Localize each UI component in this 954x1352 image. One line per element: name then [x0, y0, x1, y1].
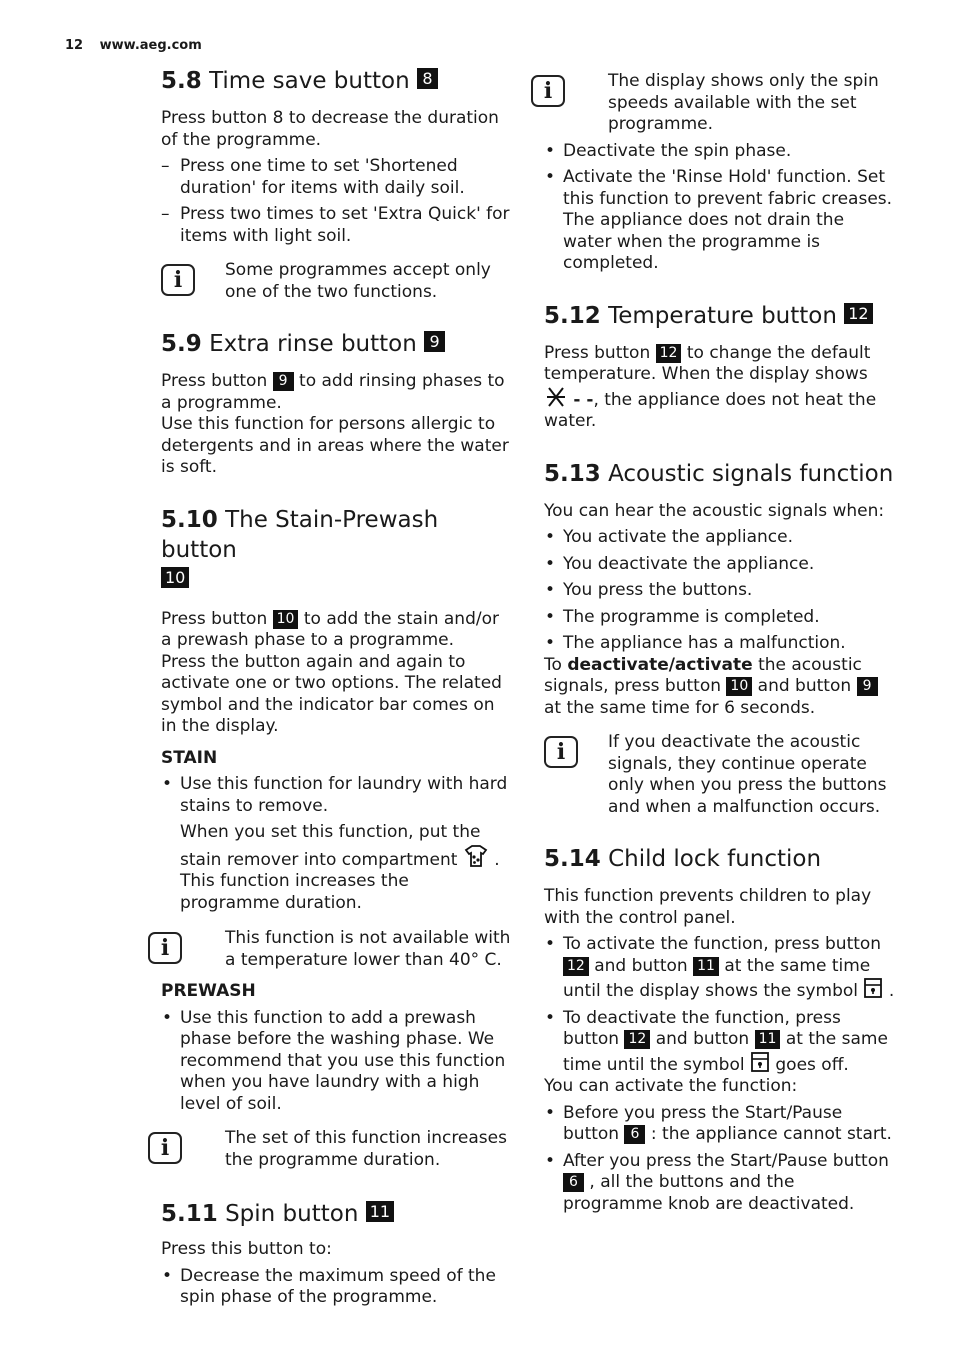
- paragraph: When you set this function, put the stain remover into compartment . This function increases the programme duration.: [180, 822, 500, 913]
- list-item: – Press two times to set 'Extra Quick' for items with light soil.: [161, 204, 513, 247]
- info-icon: i: [148, 932, 182, 964]
- list-item: • You press the buttons.: [544, 580, 896, 602]
- paragraph: Press button 9 to add rinsing phases to a programme.: [161, 371, 505, 413]
- info-icon: i: [544, 736, 578, 768]
- list-item: • Deactivate the spin phase.: [544, 141, 896, 163]
- section-5-14-heading: 5.14 Child lock function: [544, 846, 822, 872]
- button-badge: 12: [624, 1030, 650, 1049]
- info-note: i The set of this function increases the programme duration.: [161, 1128, 513, 1171]
- right-column: [544, 66, 896, 1215]
- list-item: • Use this function to add a prewash phase before the washing phase. We recommend that you use this function when you have laundry with a high level of soil.: [161, 1008, 513, 1116]
- subheading-prewash: PREWASH: [161, 981, 256, 1001]
- info-icon: i: [148, 1132, 182, 1164]
- list-item: • The programme is completed.: [544, 607, 896, 629]
- bullet-list: [161, 1008, 513, 1116]
- info-icon: i: [161, 264, 195, 296]
- list-item: • Decrease the maximum speed of the spin phase of the programme.: [161, 1266, 513, 1309]
- paragraph: You can activate the function:: [544, 1076, 798, 1096]
- list-item: • To activate the function, press button 12 and button 11 at the same time until the display shows the symbol .: [544, 934, 896, 1003]
- no-heat-icon: [544, 386, 568, 408]
- button-badge: 10: [161, 567, 189, 588]
- list-item: • The appliance has a malfunction.: [544, 633, 896, 655]
- info-note: i Some programmes accept only one of the two functions.: [161, 260, 513, 303]
- info-note: i This function is not available with a temperature lower than 40° C.: [161, 928, 513, 971]
- page-number: 12: [65, 38, 84, 53]
- paragraph: Use this function for persons allergic to detergents and in areas where the water is soft.: [161, 414, 509, 477]
- paragraph: To deactivate/activate the acoustic signals, press button 10 and button 9 at the same time for 6 seconds.: [544, 655, 896, 720]
- button-badge: 10: [726, 677, 752, 696]
- paragraph: Press the button again and again to activate one or two options. The related symbol and the indicator bar comes on in the display.: [161, 651, 502, 736]
- site-url[interactable]: www.aeg.com: [99, 38, 202, 53]
- child-lock-icon: [750, 1051, 770, 1073]
- bullet-list: [544, 1103, 896, 1216]
- button-badge: 12: [844, 303, 872, 324]
- left-column: [161, 66, 513, 1309]
- bullet-list: [544, 527, 896, 655]
- button-badge: 11: [755, 1030, 781, 1049]
- button-badge: 12: [656, 344, 682, 363]
- list-item: – Press one time to set 'Shortened duration' for items with daily soil.: [161, 156, 513, 199]
- info-icon: i: [531, 75, 565, 107]
- section-5-11-heading: 5.11 Spin button 11: [161, 1199, 513, 1229]
- bullet-list: [161, 1266, 513, 1309]
- paragraph: You can hear the acoustic signals when:: [544, 500, 885, 521]
- section-5-10-heading: 5.10 The Stain-Prewash button 10: [161, 506, 439, 587]
- paragraph: Press button 8 to decrease the duration of the programme.: [161, 108, 499, 150]
- bullet-list: [544, 934, 896, 1076]
- section-5-13-heading: 5.13 Acoustic signals function: [544, 460, 894, 487]
- button-badge: 11: [693, 957, 719, 976]
- subheading-stain: STAIN: [161, 747, 218, 768]
- button-badge: 9: [273, 372, 294, 391]
- button-badge: 6: [563, 1173, 584, 1192]
- list-item: • To deactivate the function, press button 12 and button 11 at the same time until the symbol goes off.: [544, 1008, 896, 1077]
- section-5-8-heading: 5.8 Time save button 8: [161, 66, 513, 96]
- list-item: • Before you press the Start/Pause button 6 : the appliance cannot start.: [544, 1103, 896, 1146]
- bullet-list: [544, 141, 896, 275]
- page-header: [65, 38, 202, 53]
- paragraph: This function prevents children to play with the control panel.: [544, 886, 872, 928]
- paragraph: Press button 12 to change the default temperature. When the display shows - -, the appliance does not heat the water.: [544, 342, 877, 431]
- paragraph: Press this button to:: [161, 1239, 332, 1259]
- info-note: i If you deactivate the acoustic signals, they continue operate only when you press the buttons and when a malfunction occurs.: [544, 732, 896, 818]
- list-item: • Use this function for laundry with hard stains to remove.: [161, 774, 513, 817]
- button-badge: 11: [366, 1201, 394, 1222]
- list-item: • You activate the appliance.: [544, 527, 896, 549]
- list-item: • After you press the Start/Pause button 6 , all the buttons and the programme knob are deactivated.: [544, 1151, 896, 1216]
- dash-list: [161, 156, 513, 247]
- button-badge: 8: [417, 68, 438, 89]
- section-5-9-heading: 5.9 Extra rinse button 9: [161, 329, 513, 359]
- button-badge: 10: [273, 610, 299, 629]
- child-lock-icon: [863, 977, 883, 999]
- bullet-list: [161, 774, 513, 817]
- button-badge: 6: [624, 1125, 645, 1144]
- list-item: • Activate the 'Rinse Hold' function. Set this function to prevent fabric creases. The appliance does not drain the water when the programme is completed.: [544, 167, 896, 275]
- section-5-12-heading: 5.12 Temperature button 12: [544, 301, 896, 331]
- stain-compartment-icon: [463, 844, 489, 868]
- button-badge: 9: [424, 331, 445, 352]
- info-note: i The display shows only the spin speeds available with the set programme.: [544, 71, 896, 136]
- button-badge: 9: [857, 677, 878, 696]
- paragraph: Press button 10 to add the stain and/or a prewash phase to a programme.: [161, 608, 499, 650]
- button-badge: 12: [563, 957, 589, 976]
- list-item: • You deactivate the appliance.: [544, 554, 896, 576]
